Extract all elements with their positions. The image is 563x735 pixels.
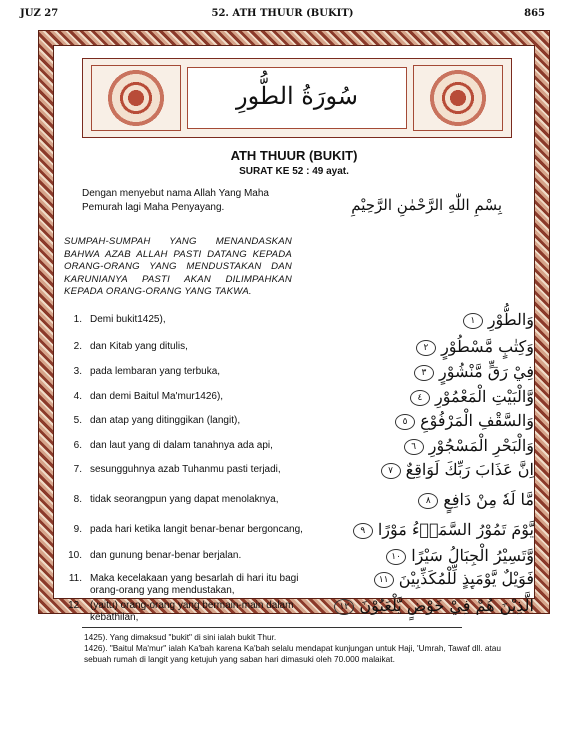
chapter-header-title: 52. ATH THUUR (BUKIT) xyxy=(211,8,354,19)
footnote-1426: 1426). "Baitul Ma'mur" ialah Ka'bah karena Ka'bah selalu mendapat kunjungan untuk Haji, 'Umrah, Tawaf dll. atau sebuah rumah di langit yang ketujuh yang saban hari dimasuki oleh 70.000 malaikat. xyxy=(84,643,502,664)
verse-translation: Demi bukit1425), xyxy=(90,314,166,325)
verse-row xyxy=(54,490,534,520)
arabic-text: وَالسَّقْفِ الْمَرْفُوْعِ xyxy=(420,411,534,430)
verse-end-mark-icon: ١١ xyxy=(374,572,394,588)
surah-name: ATH THUUR (BUKIT) xyxy=(230,148,358,163)
verse-number: 5. xyxy=(73,415,82,426)
arabic-text: يَّوْمَ تَمُوْرُ السَّمَاۤءُ مَوْرًا xyxy=(377,520,534,539)
verse-arabic xyxy=(334,436,534,455)
ornamental-frame xyxy=(38,30,550,623)
verse-end-mark-icon: ١٠ xyxy=(386,549,406,565)
verse-number: 1. xyxy=(73,314,82,325)
verse-number: 4. xyxy=(73,391,82,402)
verse-number: 11. xyxy=(68,573,82,584)
arabic-text: مَّا لَهٗ مِنْ دَافِعٍ xyxy=(443,490,534,509)
arabic-text: الَّذِيْنَ هُمْ فِيْ خَوْضٍ يَّلْعَبُوْنَ xyxy=(359,596,534,615)
page-header xyxy=(20,8,545,24)
arabic-surah-title: سُورَةُ الطُّورِ xyxy=(236,82,358,110)
footnote-1425: 1425). Yang dimaksud "bukit" di sini ialah bukit Thur. xyxy=(84,632,277,642)
verse-end-mark-icon: ١٢ xyxy=(334,599,354,615)
verse-end-mark-icon: ٢ xyxy=(416,340,436,356)
banner-center xyxy=(187,67,407,129)
verse-end-mark-icon: ٤ xyxy=(410,390,430,406)
arabic-text: فَوَيْلٌ يَّوْمَىِٕذٍ لِّلْمُكَذِّبِيْنَ xyxy=(398,569,534,588)
footnote-divider xyxy=(82,627,462,628)
verse-row xyxy=(54,596,534,626)
verse-arabic xyxy=(334,362,534,381)
floral-ornament-icon xyxy=(91,65,181,131)
verse-end-mark-icon: ١ xyxy=(463,313,483,329)
verse-end-mark-icon: ٦ xyxy=(404,439,424,455)
verse-number: 10. xyxy=(68,550,82,561)
verse-translation: dan demi Baitul Ma'mur1426), xyxy=(90,391,224,402)
verse-end-mark-icon: ٣ xyxy=(414,365,434,381)
verse-translation: tidak seorangpun yang dapat menolaknya, xyxy=(90,494,279,505)
verse-arabic xyxy=(334,460,534,479)
arabic-text: وَكِتٰبٍ مَّسْطُوْرٍ xyxy=(441,337,534,356)
verse-translation: dan Kitab yang ditulis, xyxy=(90,341,188,352)
verse-translation: pada hari ketika langit benar-benar bergoncang, xyxy=(90,524,303,535)
verse-end-mark-icon: ٨ xyxy=(418,493,438,509)
arabic-text: وَّتَسِيْرُ الْجِبَالُ سَيْرًا xyxy=(411,546,534,565)
arabic-text: وَالْبَحْرِ الْمَسْجُوْرِ xyxy=(428,436,534,455)
page-content xyxy=(53,45,535,623)
verse-arabic xyxy=(334,546,534,565)
verse-arabic xyxy=(334,520,534,539)
verse-arabic xyxy=(334,387,534,406)
verse-arabic xyxy=(334,490,534,509)
verse-translation: pada lembaran yang terbuka, xyxy=(90,366,221,377)
surah-summary: SUMPAH-SUMPAH YANG MENANDASKAN BAHWA AZAB ALLAH PASTI DATANG KEPADA ORANG-ORANG YANG MENDUSTAKAN DAN KARUNIANYA PASTI AKAN DILIMPAHKAN KEPADA ORANG-ORANG YANG TAKWA. xyxy=(64,236,292,297)
bismillah-arabic: بِسْمِ اللّٰهِ الرَّحْمٰنِ الرَّحِيْمِ xyxy=(351,196,502,214)
surah-title-banner xyxy=(82,58,512,138)
bismillah-translation: Dengan menyebut nama Allah Yang Maha Pemurah lagi Maha Penyayang. xyxy=(82,188,269,213)
verse-row xyxy=(54,460,534,490)
juz-label: JUZ 27 xyxy=(20,8,59,19)
arabic-text: فِيْ رَقٍّ مَّنْشُوْرٍ xyxy=(439,362,534,381)
verse-number: 9. xyxy=(73,524,82,535)
surah-verse-count: SURAT KE 52 : 49 ayat. xyxy=(239,166,349,177)
verse-number: 6. xyxy=(73,440,82,451)
verse-translation: sesungguhnya azab Tuhanmu pasti terjadi, xyxy=(90,464,281,475)
verse-number: 3. xyxy=(73,366,82,377)
verse-number: 8. xyxy=(73,494,82,505)
verse-end-mark-icon: ٧ xyxy=(381,463,401,479)
verse-translation: dan gunung benar-benar berjalan. xyxy=(90,550,242,561)
verse-arabic xyxy=(334,596,534,615)
verse-translation: dan atap yang ditinggikan (langit), xyxy=(90,415,241,426)
verse-number: 7. xyxy=(73,464,82,475)
verse-translation: Maka kecelakaan yang besarlah di hari itu bagi orang-orang yang mendustakan, xyxy=(90,573,299,596)
verse-number: 2. xyxy=(73,341,82,352)
verse-translation: dan laut yang di dalam tanahnya ada api, xyxy=(90,440,273,451)
verse-arabic xyxy=(334,411,534,430)
verse-arabic xyxy=(334,310,534,329)
arabic-text: اِنَّ عَذَابَ رَبِّكَ لَوَاقِعٌ xyxy=(405,460,534,479)
arabic-text: وَّالْبَيْتِ الْمَعْمُوْرِ xyxy=(434,387,534,406)
verse-number: 12. xyxy=(68,600,82,611)
footnotes xyxy=(84,632,524,665)
verse-translation: (yaitu) orang-orang yang bermain-main dalam kebathilan, xyxy=(90,600,294,623)
page-number: 865 xyxy=(524,8,545,19)
arabic-text: وَالطُّوْرِ xyxy=(487,310,534,329)
verse-arabic xyxy=(334,337,534,356)
verse-end-mark-icon: ٥ xyxy=(395,414,415,430)
verse-arabic xyxy=(334,569,534,588)
floral-ornament-icon xyxy=(413,65,503,131)
verse-end-mark-icon: ٩ xyxy=(353,523,373,539)
